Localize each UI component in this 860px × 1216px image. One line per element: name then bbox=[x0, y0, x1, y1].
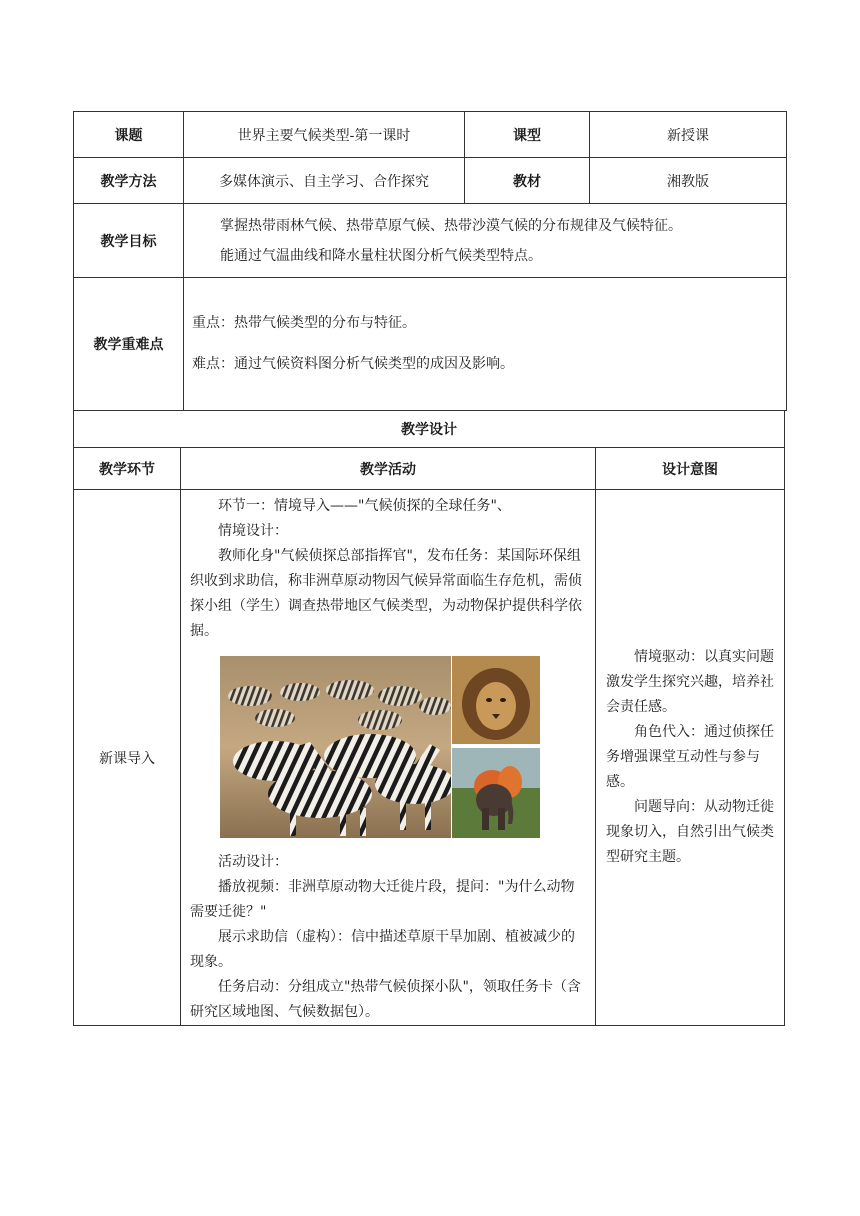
elephant-photo bbox=[452, 748, 540, 838]
intent-item: 问题导向：从动物迁徙现象切入，自然引出气候类型研究主题。 bbox=[606, 799, 774, 865]
teaching-design-table bbox=[73, 410, 785, 1026]
wildlife-photo-collage bbox=[220, 656, 540, 838]
goals-label: 教学目标 bbox=[74, 204, 184, 278]
col-activity-header: 教学活动 bbox=[181, 448, 596, 490]
goals-cell bbox=[184, 204, 787, 278]
keypoints-cell bbox=[184, 278, 787, 411]
lion-photo bbox=[452, 656, 540, 744]
activity-cell bbox=[181, 490, 596, 1026]
topic-value: 世界主要气候类型-第一课时 bbox=[184, 112, 465, 158]
textbook-value: 湘教版 bbox=[590, 158, 787, 204]
keypoint-item: 重点：热带气候类型的分布与特征。 bbox=[192, 315, 416, 331]
design-title: 教学设计 bbox=[74, 411, 785, 448]
intent-item: 情境驱动：以真实问题激发学生探究兴趣，培养社会责任感。 bbox=[606, 649, 774, 715]
activity-line: 展示求助信（虚构）：信中描述草原干旱加剧、植被减少的现象。 bbox=[190, 929, 575, 970]
activity-line: 情境设计： bbox=[218, 523, 288, 539]
intent-cell bbox=[596, 490, 785, 1026]
activity-line: 教师化身"气候侦探总部指挥官"，发布任务：某国际环保组织收到求助信，称非洲草原动物因气候异常面临生存危机，需侦探小组（学生）调查热带地区气候类型，为动物保护提供科学依据。 bbox=[190, 548, 582, 639]
method-value: 多媒体演示、自主学习、合作探究 bbox=[184, 158, 465, 204]
activity-line: 播放视频：非洲草原动物大迁徙片段，提问："为什么动物需要迁徙？" bbox=[190, 879, 575, 920]
col-stage-header: 教学环节 bbox=[74, 448, 181, 490]
topic-label: 课题 bbox=[74, 112, 184, 158]
intent-item: 角色代入：通过侦探任务增强课堂互动性与参与感。 bbox=[606, 724, 774, 790]
method-label: 教学方法 bbox=[74, 158, 184, 204]
keypoints-label: 教学重难点 bbox=[74, 278, 184, 411]
activity-line: 活动设计： bbox=[218, 854, 288, 870]
goal-item: 能通过气温曲线和降水量柱状图分析气候类型特点。 bbox=[220, 247, 542, 264]
lesson-info-table bbox=[73, 111, 787, 411]
goal-item: 掌握热带雨林气候、热带草原气候、热带沙漠气候的分布规律及气候特征。 bbox=[220, 217, 682, 234]
stage-cell: 新课导入 bbox=[74, 490, 181, 1026]
activity-line: 任务启动：分组成立"热带气候侦探小队"，领取任务卡（含研究区域地图、气候数据包）。 bbox=[190, 979, 581, 1020]
col-intent-header: 设计意图 bbox=[596, 448, 785, 490]
type-value: 新授课 bbox=[590, 112, 787, 158]
textbook-label: 教材 bbox=[465, 158, 590, 204]
zebra-herd-photo bbox=[220, 656, 451, 838]
keypoint-item: 难点：通过气候资料图分析气候类型的成因及影响。 bbox=[192, 356, 514, 372]
activity-line: 环节一：情境导入——"气候侦探的全球任务"、 bbox=[218, 498, 511, 514]
type-label: 课型 bbox=[465, 112, 590, 158]
